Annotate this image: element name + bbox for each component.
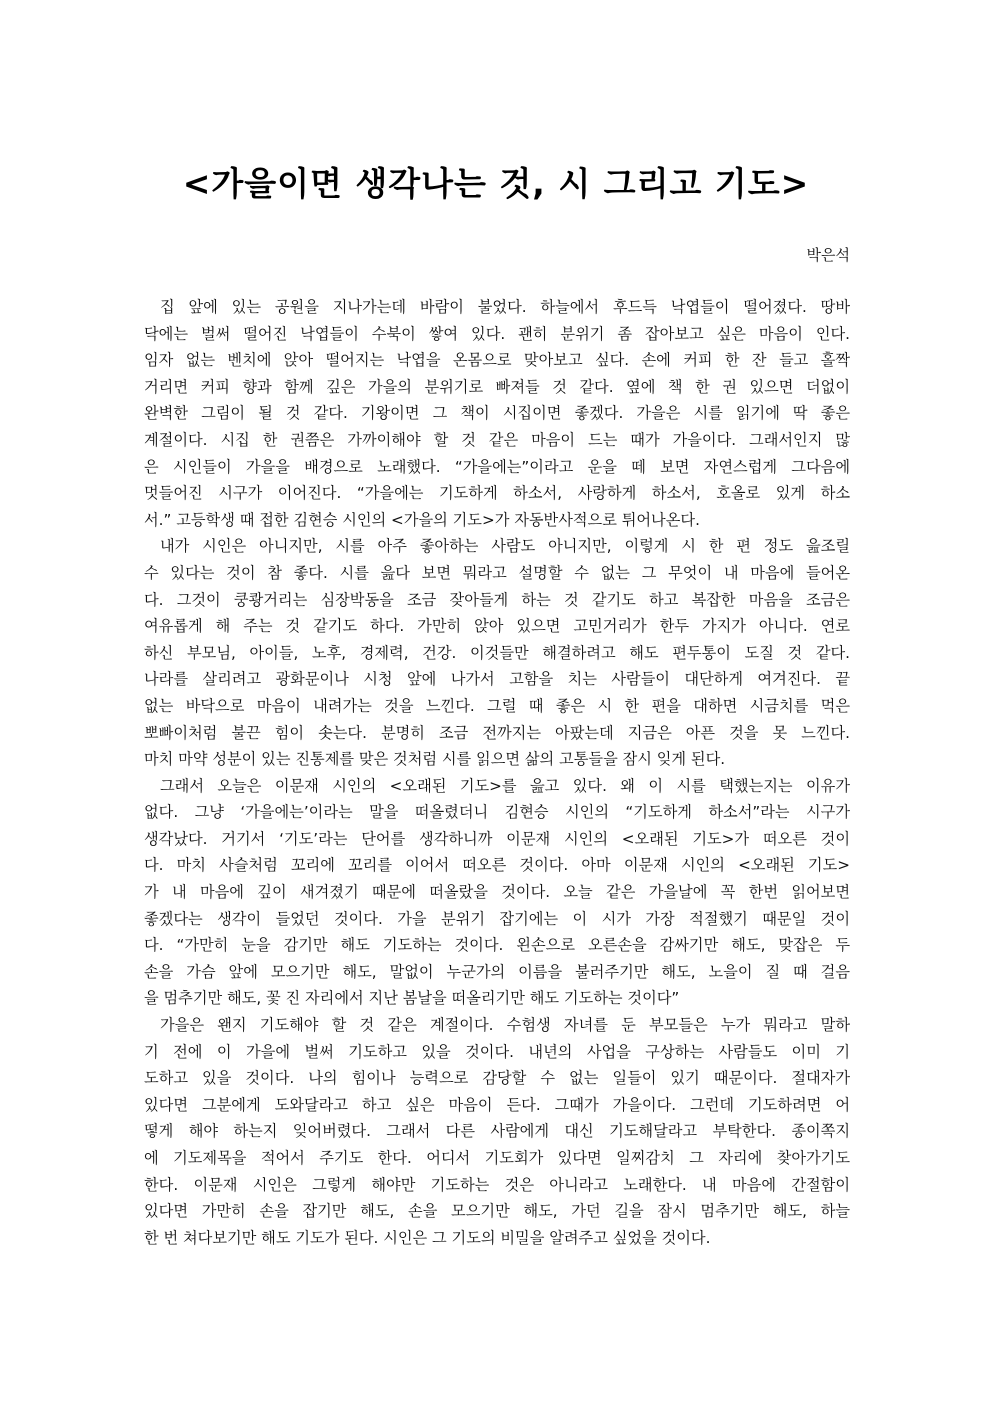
text-line: 없는 바닥으로 마음이 내려가는 것을 느낀다. 그럴 때 좋은 시 한 편을 대하면 시금치를 먹은 <box>144 696 850 715</box>
text-line: 있다면 그분에게 도와달라고 하고 싶은 마음이 든다. 그때가 가을이다. 그런데 기도하려면 어 <box>144 1095 850 1114</box>
text-line: 있다면 가만히 손을 잡기만 해도, 손을 모으기만 해도, 가던 길을 잠시 멈추기만 해도, 하늘 <box>144 1202 850 1221</box>
text-line: 마치 마약 성분이 있는 진통제를 맞은 것처럼 시를 읽으면 삶의 고통들을 잠시 잊게 된다. <box>144 750 726 769</box>
text-line: 계절이다. 시집 한 권쯤은 가까이해야 할 것 같은 마음이 드는 때가 가을이다. 그래서인지 많 <box>144 430 850 449</box>
text-line: 완벽한 그림이 될 것 같다. 기왕이면 그 책이 시집이면 좋겠다. 가을은 시를 읽기에 딱 좋은 <box>144 404 850 423</box>
text-line: 없다. 그냥 ‘가을에는’이라는 말을 떠올렸더니 김현승 시인의 “기도하게 하소서”라는 시구가 <box>144 803 850 822</box>
text-line: 한 번 쳐다보기만 해도 기도가 된다. 시인은 그 기도의 비밀을 알려주고 싶었을 것이다. <box>144 1228 711 1247</box>
text-line: 뽀빠이처럼 불끈 힘이 솟는다. 분명히 조금 전까지는 아팠는데 지금은 아픈 것을 못 느낀다. <box>144 723 850 742</box>
text-line: 여유롭게 해 주는 것 같기도 하다. 가만히 앉아 있으면 고민거리가 한두 가지가 아니다. 연로 <box>144 617 850 636</box>
text-line: 하신 부모님, 아이들, 노후, 경제력, 건강. 이것들만 해결하려고 해도 편두통이 도질 것 같다. <box>144 643 850 662</box>
text-line: 나라를 살리려고 광화문이나 시청 앞에 나가서 고함을 치는 사람들이 대단하게 여겨진다. 끝 <box>144 670 850 689</box>
text-line: 가 내 마음에 깊이 새겨졌기 때문에 떠올랐을 것이다. 오늘 같은 가을날에 꼭 한번 읽어보면 <box>144 883 850 902</box>
text-line: 기 전에 이 가을에 벌써 기도하고 있을 것이다. 내년의 사업을 구상하는 사람들도 이미 기 <box>144 1042 850 1061</box>
text-line: 다. 마치 사슬처럼 꼬리에 꼬리를 이어서 떠오른 것이다. 아마 이문재 시인의 <오래된 기도> <box>144 856 850 875</box>
text-line: 닥에는 벌써 떨어진 낙엽들이 수북이 쌓여 있다. 괜히 분위기 좀 잡아보고 싶은 마음이 인다. <box>144 324 850 343</box>
paragraph-first-line: 그래서 오늘은 이문재 시인의 <오래된 기도>를 읊고 있다. 왜 이 시를 택했는지는 이유가 <box>160 776 850 795</box>
text-line: 에 기도제목을 적어서 주기도 한다. 어디서 기도회가 있다면 일찌감치 그 자리에 찾아가기도 <box>144 1149 850 1167</box>
text-line: 수 있다는 것이 참 좋다. 시를 읊다 보면 뭐라고 설명할 수 없는 그 무엇이 내 마음에 들어온 <box>144 563 850 582</box>
text-line: 멋들어진 시구가 이어진다. “가을에는 기도하게 하소서, 사랑하게 하소서, 호올로 있게 하소 <box>144 484 850 503</box>
paragraph-first-line: 내가 시인은 아니지만, 시를 아주 좋아하는 사람도 아니지만, 이렇게 시 한 편 정도 읊조릴 <box>160 537 850 556</box>
paragraph-first-line: 집 앞에 있는 공원을 지나가는데 바람이 불었다. 하늘에서 후드득 낙엽들이 떨어졌다. 땅바 <box>160 298 850 316</box>
author-name: 박은석 <box>806 246 850 264</box>
text-line: 손을 가슴 앞에 모으기만 해도, 말없이 누군가의 이름을 불러주기만 해도, 노을이 질 때 걸음 <box>144 962 850 981</box>
text-line: 을 멈추기만 해도, 꽃 진 자리에서 지난 봄날을 떠올리기만 해도 기도하는 것이다” <box>144 989 680 1008</box>
text-line: 좋겠다는 생각이 들었던 것이다. 가을 분위기 잡기에는 이 시가 가장 적절했기 때문일 것이 <box>144 909 850 928</box>
document-body <box>144 294 850 1251</box>
text-line: 떻게 해야 하는지 잊어버렸다. 그래서 다른 사람에게 대신 기도해달라고 부탁한다. 종이쪽지 <box>144 1122 850 1141</box>
paragraph-first-line: 가을은 왠지 기도해야 할 것 같은 계절이다. 수험생 자녀를 둔 부모들은 누가 뭐라고 말하 <box>160 1016 850 1035</box>
text-line: 서.” 고등학생 때 접한 김현승 시인의 <가을의 기도>가 자동반사적으로 튀어나온다. <box>144 510 700 529</box>
document-title: <가을이면 생각나는 것, 시 그리고 기도> <box>182 164 810 203</box>
text-line: 은 시인들이 가을을 배경으로 노래했다. “가을에는”이라고 운을 떼 보면 자연스럽게 그다음에 <box>144 457 850 476</box>
text-line: 거리면 커피 향과 함께 깊은 가을의 분위기로 빠져들 것 같다. 옆에 책 한 권 있으면 더없이 <box>144 377 850 396</box>
text-line: 다. “가만히 눈을 감기만 해도 기도하는 것이다. 왼손으로 오른손을 감싸기만 해도, 맞잡은 두 <box>144 936 850 955</box>
text-line: 임자 없는 벤치에 앉아 떨어지는 낙엽을 온몸으로 맞아보고 싶다. 손에 커피 한 잔 들고 홀짝 <box>144 351 850 370</box>
text-line: 도하고 있을 것이다. 나의 힘이나 능력으로 감당할 수 없는 일들이 있기 때문이다. 절대자가 <box>144 1069 850 1088</box>
text-line: 한다. 이문재 시인은 그렇게 해야만 기도하는 것은 아니라고 노래한다. 내 마음에 간절함이 <box>144 1175 850 1194</box>
text-line: 다. 그것이 쿵쾅거리는 심장박동을 조금 잦아들게 하는 것 같기도 하고 복잡한 마음을 조금은 <box>144 590 850 609</box>
text-line: 생각났다. 거기서 ‘기도’라는 단어를 생각하니까 이문재 시인의 <오래된 기도>가 떠오른 것이 <box>144 829 850 848</box>
